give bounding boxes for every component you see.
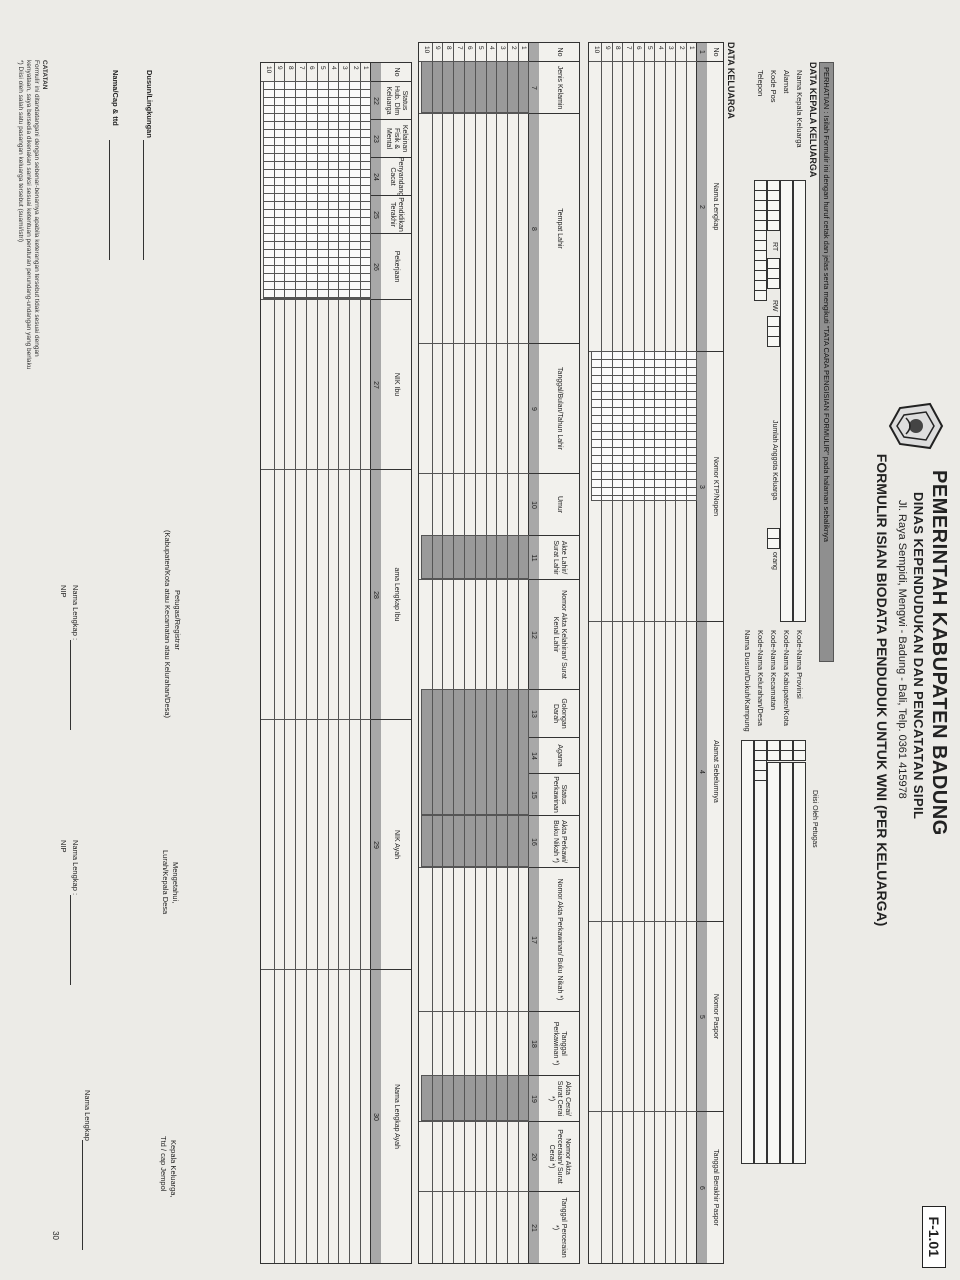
village-name-field[interactable] [754,780,767,1164]
row-number: 7 [455,46,463,50]
col-age: Umur [539,473,579,535]
regency-code-cells[interactable] [780,740,793,760]
table-identity [588,42,724,1264]
num-27: 27 [371,299,381,470]
table-row[interactable] [675,43,686,1263]
sig-name-ttd-label: Nama/Cap & ttd [111,70,120,126]
rw-label: RW [771,300,778,312]
row-number: 8 [286,66,294,70]
label-regency: Kode-Nama Kabupaten/Kota [782,630,791,726]
row-number: 7 [297,66,305,70]
family-head-name-label: Nama Lengkap [83,1090,92,1141]
table-row[interactable] [486,43,497,1263]
num-7: 7 [529,61,539,114]
table-row[interactable] [306,63,317,1263]
rw-cells[interactable] [767,316,780,346]
row-number: 4 [488,46,496,50]
col-disabled: Penyandang Cacat [381,157,411,195]
row-number: 6 [635,46,643,50]
col-marital: Status Perkawinan [539,773,579,815]
col-marriage-cert-number: Nomor Akta Perkawinan/ Buku Nikah *) [539,867,579,1011]
table-row[interactable] [496,43,507,1263]
notes-line: Formulir ini ditandatangani dengan sebenar-benarnya apabila keterangan tersebut tidak sesuai dengan [33,60,40,357]
col-religion: Agama [539,737,579,773]
row-number: 4 [656,46,664,50]
num-13: 13 [529,689,539,738]
table-family-relations [260,62,412,1264]
table-row[interactable] [360,63,371,1263]
officer-name-line[interactable] [70,640,71,730]
table-row[interactable] [264,63,274,1263]
known-name-label: Nama Lengkap : [71,840,80,896]
num-14: 14 [529,737,539,774]
num-6: 6 [697,1111,707,1264]
num-2: 2 [697,61,707,352]
col-ktp-number: Nomor KTP/Nopen [707,351,723,621]
col-birth-cert-number: Nomor Akta Kelahiran/ Surat Kenal Lahir [539,579,579,689]
num-1: 1 [698,50,706,54]
row-number: 4 [330,66,338,70]
grid-line [419,473,529,474]
row-number: 5 [646,46,654,50]
row-number: 3 [498,46,506,50]
table-identity-header [706,43,723,1263]
num-15: 15 [529,773,539,816]
table-row[interactable] [284,63,295,1263]
col-marriage-cert: Akta Perkawi/ Buku Nikah *) [539,815,579,867]
table-family-header [380,63,411,1263]
notice-banner: PERHATIAN : Isilah Formulir ini dengan huruf cetak dan jelas serta mengikuti "TATA CARA PENGISIAN FORMULIR" pada halaman sebaliknya [819,62,834,662]
table-row[interactable] [274,63,285,1263]
grid-line [261,719,371,720]
col-father-name: Nama Lengkap Ayah [381,969,411,1263]
table-row[interactable] [654,43,665,1263]
col-passport-number: Nomor Paspor [707,921,723,1111]
col-no: No [712,47,719,57]
rt-label: RT [771,242,778,252]
header-address: Jl. Raya Sempidi, Mengwi - Badung - Bali, Telp. 0361 415978 [896,500,908,799]
row-number: 3 [340,66,348,70]
table-row[interactable] [432,43,443,1263]
grid-line [419,867,529,868]
grid-line [419,113,529,114]
table-row[interactable] [453,43,464,1263]
known-subtitle: Lurah/Kepala Desa [161,850,170,915]
section-head-family: DATA KEPALA KELUARGA [808,62,818,178]
num-4: 4 [697,621,707,922]
table-family-numbers [370,63,381,1263]
label-district: Kode-Nama Kecamatan [769,630,778,711]
regency-emblem-icon [888,400,944,452]
num-22: 22 [371,81,381,120]
row-number: 1 [520,46,528,50]
num-8: 8 [529,113,539,344]
sig-dusun-label: Dusun/Lingkungan [145,70,154,138]
grid-line [261,969,371,970]
officer-title: Petugas/Registrar [173,590,182,651]
row-number: 9 [276,66,284,70]
district-code-cells[interactable] [767,740,780,760]
table-row[interactable] [442,43,453,1263]
col-previous-address: Alamat Sebelumnya [707,621,723,921]
rt-cells[interactable] [767,258,780,288]
member-count-label: Jumlah Anggota Keluarga [771,420,778,501]
officer-nip-label: NIP [59,585,68,598]
label-hamlet: Nama Dusun/Dukuh/Kampung [743,630,752,732]
table-civil-numbers [528,43,539,1263]
grid-line [419,61,529,62]
col-mother-name: ama Lengkap Ibu [381,469,411,719]
row-number: 6 [466,46,474,50]
num-3: 3 [697,351,707,622]
row-number: 10 [593,46,601,54]
row-number: 3 [667,46,675,50]
table-row[interactable] [601,43,612,1263]
postal-code-cells[interactable] [767,180,780,230]
num-17: 17 [529,867,539,1012]
grid-line [419,1121,529,1122]
grid-line [419,343,529,344]
col-birthdate: Tanggal/Bulan/Tahun Lahir [539,343,579,473]
label-phone: Telepon [756,70,765,97]
table-row[interactable] [349,63,360,1263]
table-identity-numbers [696,43,707,1263]
col-no: No [393,67,400,77]
table-row[interactable] [422,43,432,1263]
notes-title: CATATAN [41,60,48,90]
table-row[interactable] [612,43,623,1263]
page-number: 30 [51,1231,60,1240]
label-postal: Kode Pos [769,70,778,103]
num-29: 29 [371,719,381,970]
num-20: 20 [529,1121,539,1192]
col-birthplace: Tempat Lahir [539,113,579,343]
form-code: F-1.01 [922,1206,946,1268]
col-no: No [556,47,563,57]
grid-line [261,81,371,82]
known-name-line[interactable] [70,895,71,985]
table-row[interactable] [328,63,339,1263]
row-number: 2 [509,46,517,50]
num-16: 16 [529,815,539,868]
officer-label: Diisi Oleh Petugas [811,790,818,848]
officer-name-label: Nama Lengkap : [71,585,80,641]
label-head-name: Nama Kepala Keluarga [795,70,804,148]
label-village: Kode-Nama Kelurahan/Desa [756,630,765,726]
col-divorce-cert: Akta Cerai/ Surat Cerai *) [539,1075,579,1121]
table-row[interactable] [507,43,518,1263]
grid-line [419,579,529,580]
label-province: Kode-Nama Provinsi [795,630,804,699]
row-number: 9 [434,46,442,50]
col-occupation: Pekerjaan [381,233,411,299]
num-19: 19 [529,1075,539,1122]
village-code-cells[interactable] [754,740,767,780]
num-18: 18 [529,1011,539,1076]
num-9: 9 [529,343,539,474]
district-name-field[interactable] [767,762,780,1164]
table-row[interactable] [592,43,602,1263]
row-number: 1 [688,46,696,50]
sig-dusun-line[interactable] [143,140,144,260]
row-number: 8 [444,46,452,50]
table-row[interactable] [686,43,697,1263]
col-relationship: Status Hub. Dlm Keluarga [381,81,411,119]
col-full-name: Nama Lengkap [707,61,723,351]
table-civil [418,42,580,1264]
head-name-field[interactable] [793,180,806,622]
table-row[interactable] [518,43,529,1263]
table-row[interactable] [475,43,486,1263]
form-title: FORMULIR ISIAN BIODATA PENDUDUK UNTUK WNI (PER KELUARGA) [874,453,890,927]
num-10: 10 [529,473,539,536]
row-number: 2 [677,46,685,50]
col-disability-kind: Kelainan Fisik & Mental [381,119,411,157]
hamlet-name-field[interactable] [741,740,754,1164]
table-row[interactable] [295,63,306,1263]
col-divorce-date: Tanggal Perceraian *) [539,1191,579,1263]
address-field[interactable] [780,180,793,622]
col-marriage-date: Tanggal Perkawinan *) [539,1011,579,1075]
col-blood-type: Golongan Darah [539,689,579,737]
table-row[interactable] [644,43,655,1263]
col-birth-cert: Akte Lahir/ Surat Lahir [539,535,579,579]
row-number: 5 [319,66,327,70]
row-number: 9 [603,46,611,50]
col-education: Pendidikan Terakhir [381,195,411,233]
known-title: Mengetahui, [171,862,180,904]
label-address: Alamat [782,70,791,94]
member-count-unit: orang [771,552,778,570]
num-23: 23 [371,119,381,158]
grid-line [419,1191,529,1192]
num-30: 30 [371,969,381,1264]
table-civil-header [538,43,579,1263]
notes-line: kenyataan, saya bersedia dikenakan sanksi sesuai ketentuan peraturan perundang-undangan yang berlaku [25,60,32,370]
grid-line [261,469,371,470]
province-code-cells[interactable] [793,740,806,760]
num-25: 25 [371,195,381,234]
table-row[interactable] [633,43,644,1263]
sig-name-ttd-line[interactable] [109,140,110,260]
header-government: PEMERINTAH KABUPATEN BADUNG [928,470,950,836]
col-gender: Jenis Kelamin [539,61,579,113]
header-department: DINAS KEPENDUDUKAN DAN PENCATATAN SIPIL [911,492,926,820]
row-number: 1 [362,66,370,70]
num-28: 28 [371,469,381,720]
grid-line [419,1011,529,1012]
num-26: 26 [371,233,381,300]
row-number: 10 [265,66,273,74]
notes-line: *) Diisi oleh salah satu pasangan keluarga tersebut (suami/istri) [17,60,24,243]
member-count-cells[interactable] [767,528,780,548]
row-number: 6 [308,66,316,70]
table-row[interactable] [622,43,633,1263]
section-family-data: DATA KELUARGA [726,42,736,119]
officer-subtitle: (Kabupaten/Kota atau Kecamatan atau Kelurahan/Desa) [163,530,172,719]
row-number: 7 [624,46,632,50]
grid-line [261,299,371,300]
num-12: 12 [529,579,539,690]
family-head-name-line[interactable] [82,1140,83,1250]
row-number: 8 [614,46,622,50]
col-mother-nik: NIK Ibu [381,299,411,469]
table-row[interactable] [464,43,475,1263]
notes-block [16,60,48,760]
table-row[interactable] [338,63,349,1263]
row-number: 2 [351,66,359,70]
family-head-title: Kepala Keluarga, [169,1140,178,1198]
num-11: 11 [529,535,539,580]
row-number: 5 [477,46,485,50]
col-passport-expiry: Tanggal Berakhir Paspor [707,1111,723,1263]
regency-name-field[interactable] [780,762,793,1164]
table-row[interactable] [665,43,676,1263]
known-nip-label: NIP [59,840,68,853]
phone-cells[interactable] [754,180,767,300]
col-father-nik: NIK Ayah [381,719,411,969]
num-5: 5 [697,921,707,1112]
num-24: 24 [371,157,381,196]
row-number: 10 [423,46,431,54]
num-21: 21 [529,1191,539,1264]
province-name-field[interactable] [793,762,806,1164]
col-divorce-cert-number: Nomor Akta Perceraian/ Surat Cerai *) [539,1121,579,1191]
family-head-sign: Ttd / cap Jempol [159,1136,168,1192]
table-row[interactable] [317,63,328,1263]
